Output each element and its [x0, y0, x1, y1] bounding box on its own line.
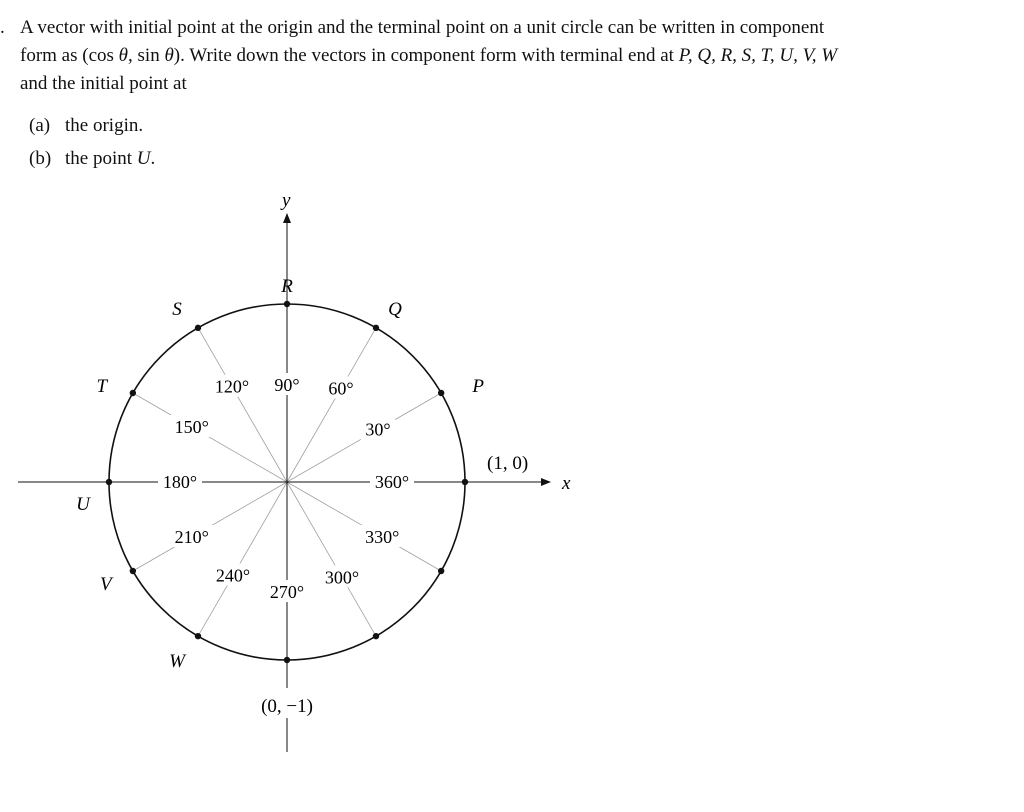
- angle-label-180: 180°: [162, 472, 198, 492]
- point-label-w: W: [169, 651, 185, 673]
- part-a-label: (a): [29, 115, 51, 136]
- point-label-q: Q: [388, 298, 402, 320]
- spoke-120: [198, 328, 287, 482]
- angle-label-150: 150°: [174, 417, 209, 437]
- spoke-300: [287, 482, 376, 636]
- coord-right-label: (1, 0): [487, 453, 529, 474]
- angle-label-270: 270°: [269, 582, 305, 602]
- part-b-point: U: [136, 148, 151, 169]
- theta-symbol: θ: [118, 45, 129, 66]
- point-dot-t: [130, 390, 136, 396]
- point-dot-270: [284, 657, 290, 663]
- points-list: P, Q, R, S, T, U, V, W: [678, 45, 838, 66]
- coord-bottom-label: (0, −1): [261, 696, 313, 717]
- point-label-t: T: [96, 376, 108, 397]
- problem-line-1: A vector with initial point at the origin and the terminal point on a unit circle can be written in component: [20, 17, 825, 38]
- point-dot-s: [195, 325, 201, 331]
- part-b-text-end: .: [150, 148, 156, 169]
- spoke-60: [287, 328, 376, 482]
- angle-label-240: 240°: [215, 565, 251, 586]
- theta-symbol: θ: [164, 45, 174, 66]
- x-axis-label: x: [562, 473, 571, 494]
- part-b-label: (b): [29, 148, 52, 169]
- point-dot-p: [438, 390, 444, 396]
- part-b-text: the point: [65, 148, 137, 169]
- part-a-text: the origin.: [65, 115, 144, 136]
- point-label-v: V: [99, 574, 112, 595]
- text-segment: ). Write down the vectors in component form with terminal end at: [173, 45, 679, 66]
- angle-label-360: 360°: [374, 472, 410, 492]
- angle-label-210: 210°: [174, 527, 209, 547]
- point-labels: [76, 276, 484, 672]
- point-dot-v: [130, 568, 136, 574]
- angle-label-300: 300°: [324, 567, 360, 588]
- angle-label-60: 60°: [328, 378, 354, 399]
- question-number: .: [0, 17, 5, 38]
- point-label-s: S: [172, 298, 182, 320]
- text-segment: form as (cos: [20, 45, 119, 66]
- spoke-240: [198, 482, 287, 636]
- angle-label-330: 330°: [365, 527, 400, 547]
- point-label-u: U: [76, 494, 90, 515]
- angle-label-90: 90°: [274, 375, 300, 395]
- point-dot-300: [373, 633, 379, 639]
- point-dot-w: [195, 633, 201, 639]
- y-axis-label: y: [282, 190, 291, 211]
- point-dot-q: [373, 325, 379, 331]
- spoke-150: [133, 393, 287, 482]
- point-dot-u: [106, 479, 112, 485]
- point-label-p: P: [472, 376, 485, 397]
- point-dot-r: [284, 301, 290, 307]
- angle-label-120: 120°: [214, 376, 250, 397]
- problem-line-3: and the initial point at: [20, 73, 187, 94]
- angle-labels: [158, 373, 414, 602]
- point-dot-0: [462, 479, 468, 485]
- point-label-r: R: [281, 276, 293, 297]
- text-segment: , sin: [128, 45, 165, 66]
- angle-label-30: 30°: [365, 419, 391, 440]
- point-dot-330: [438, 568, 444, 574]
